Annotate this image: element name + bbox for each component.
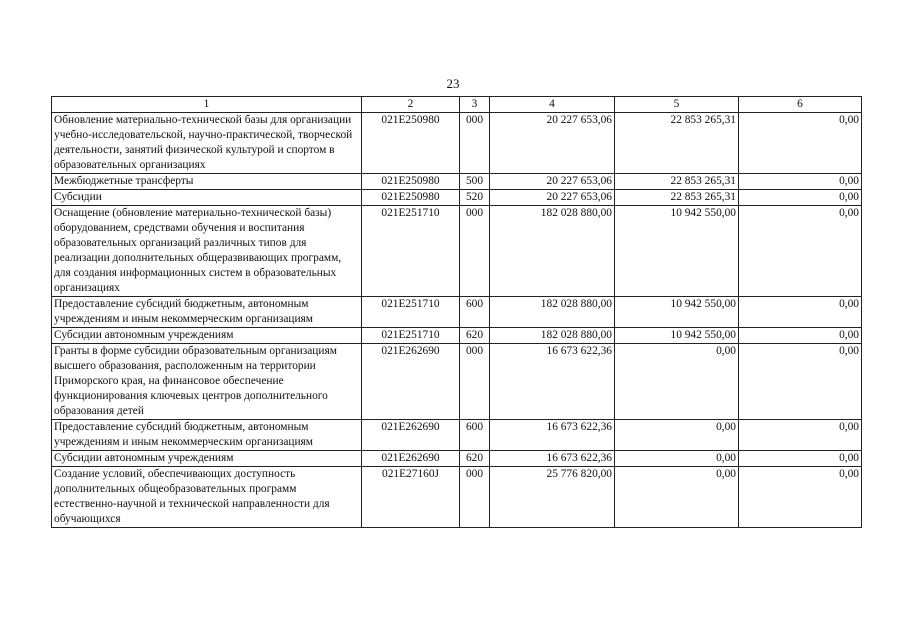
row-code: 021E251710 [362,328,460,344]
row-name: Межбюджетные трансферты [52,174,362,190]
table-row [52,328,862,344]
row-value-5: 10 942 550,00 [615,206,739,297]
row-kind: 000 [460,206,490,297]
row-kind: 620 [460,328,490,344]
row-value-5: 0,00 [615,467,739,528]
row-kind: 620 [460,451,490,467]
row-code: 021E27160J [362,467,460,528]
header-col-6: 6 [739,97,862,113]
row-value-5: 22 853 265,31 [615,190,739,206]
table-row [52,451,862,467]
header-row [52,97,862,113]
table-row [52,206,862,297]
row-value-4: 25 776 820,00 [490,467,615,528]
row-code: 021E250980 [362,113,460,174]
row-value-4: 16 673 622,36 [490,420,615,451]
row-value-5: 10 942 550,00 [615,328,739,344]
table-row [52,344,862,420]
row-value-5: 0,00 [615,344,739,420]
row-name: Субсидии автономным учреждениям [52,328,362,344]
row-value-6: 0,00 [739,420,862,451]
row-code: 021E262690 [362,420,460,451]
row-value-4: 182 028 880,00 [490,206,615,297]
header-col-3: 3 [460,97,490,113]
row-value-5: 0,00 [615,451,739,467]
row-value-6: 0,00 [739,328,862,344]
header-col-1: 1 [52,97,362,113]
row-kind: 000 [460,467,490,528]
row-code: 021E250980 [362,174,460,190]
row-value-6: 0,00 [739,467,862,528]
row-name: Предоставление субсидий бюджетным, автономным учреждениям и иным некоммерческим организациям [52,297,362,328]
row-value-6: 0,00 [739,190,862,206]
row-value-6: 0,00 [739,344,862,420]
row-name: Предоставление субсидий бюджетным, автономным учреждениям и иным некоммерческим организациям [52,420,362,451]
row-value-4: 20 227 653,06 [490,190,615,206]
row-value-5: 0,00 [615,420,739,451]
row-value-4: 16 673 622,36 [490,451,615,467]
row-name: Гранты в форме субсидии образовательным организациям высшего образования, расположенным на территории Приморского края, на финансовое обеспечение функционирования ключевых центров дополнительного образования детей [52,344,362,420]
row-code: 021E251710 [362,206,460,297]
row-code: 021E262690 [362,451,460,467]
row-kind: 000 [460,113,490,174]
row-value-6: 0,00 [739,206,862,297]
row-name: Субсидии [52,190,362,206]
row-kind: 600 [460,420,490,451]
row-code: 021E251710 [362,297,460,328]
row-value-4: 182 028 880,00 [490,328,615,344]
row-value-4: 182 028 880,00 [490,297,615,328]
row-name: Субсидии автономным учреждениям [52,451,362,467]
row-value-6: 0,00 [739,174,862,190]
header-col-2: 2 [362,97,460,113]
row-kind: 600 [460,297,490,328]
table-row [52,113,862,174]
row-code: 021E262690 [362,344,460,420]
row-value-6: 0,00 [739,113,862,174]
page-number: 23 [446,76,460,91]
row-value-5: 22 853 265,31 [615,113,739,174]
row-name: Оснащение (обновление материально-технической базы) оборудованием, средствами обучения и воспитания образовательных организаций различных типов для реализации дополнительных общеразвивающих программ, для создания информационных систем в образовательных организациях [52,206,362,297]
header-col-5: 5 [615,97,739,113]
table-row [52,174,862,190]
row-name: Обновление материально-технической базы для организации учебно-исследовательской, научно-практической, творческой деятельности, занятий физической культурой и спортом в образовательных организациях [52,113,362,174]
budget-table [51,96,862,528]
table-row [52,190,862,206]
row-value-4: 16 673 622,36 [490,344,615,420]
row-kind: 520 [460,190,490,206]
row-value-4: 20 227 653,06 [490,113,615,174]
row-kind: 000 [460,344,490,420]
table-row [52,297,862,328]
row-value-6: 0,00 [739,297,862,328]
table-row [52,420,862,451]
row-value-5: 10 942 550,00 [615,297,739,328]
row-code: 021E250980 [362,190,460,206]
row-name: Создание условий, обеспечивающих доступность дополнительных общеобразовательных программ естественно-научной и технической направленности для обучающихся [52,467,362,528]
row-value-6: 0,00 [739,451,862,467]
row-value-5: 22 853 265,31 [615,174,739,190]
table-row [52,467,862,528]
header-col-4: 4 [490,97,615,113]
row-kind: 500 [460,174,490,190]
row-value-4: 20 227 653,06 [490,174,615,190]
